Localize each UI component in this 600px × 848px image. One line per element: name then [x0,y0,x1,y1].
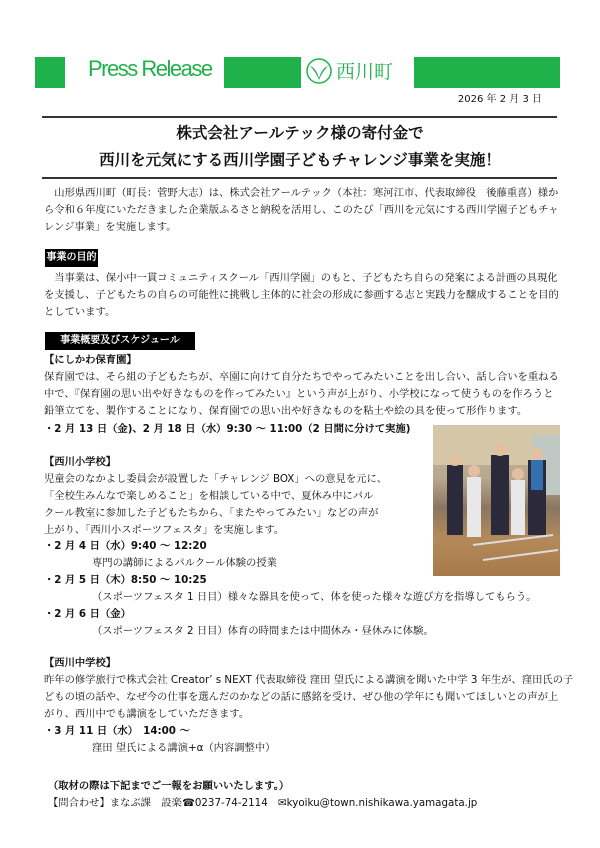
elementary-detail: （スポーツフェスタ 2 日目）体育の時間または中間休み・昼休みに体験。 [92,625,434,637]
title-line-1: 株式会社アールテック様の寄付金で [176,124,424,142]
purpose-line: 当事業は、保小中一貫コミュニティスクール「西川学園」のもと、子どもたち自らの発案による計画の具現化 [44,272,558,284]
contact-email[interactable]: ✉kyoiku@town.nishikawa.yamagata.jp [278,797,478,809]
nursery-line: 保育園では、そら組の子どもたちが、卒園に向けて自分たちでやってみたいことを出し合い、話し合いを重ねる [44,371,559,383]
elementary-line: 上がり、「西川小スポーツフェスタ」を実施します。 [44,524,285,536]
release-date: 2026 年 2 月 3 日 [457,94,542,105]
junior-line: どもの頃の話や、なぜ今の仕事を選んだのかなどの話に感銘を受け、ぜひ他の学年にも聞いてほしいとの声が上 [44,691,559,703]
title-line-2: 西川を元気にする西川学園子どもチャレンジ事業を実施！ [99,151,501,169]
header-bar-left [35,57,65,88]
press-release-label: Press Release [88,56,212,81]
purpose-heading: 事業の目的 [45,249,98,267]
elementary-detail: 専門の講師によるパルクール体験の授業 [92,557,277,569]
intro-line: ら令和６年度にいただきました企業版ふるさと納税を活用し、このたび「西川を元気にする西川学園子どもチャ [44,204,559,216]
header-bar-middle [224,57,301,88]
parkour-photo [433,425,560,576]
elementary-detail: （スポーツフェスタ 1 日目）様々な器具を使って、体を使った様々な遊び方を指導してもらう。 [92,591,537,603]
elementary-date: ・2 月 4 日（水）9:40 ～ 12:20 [44,540,207,552]
purpose-line: を支援し、子どもたちの自らの可能性に挑戦し主体的に社会の形成に参画する志と実践力を醸成することを目的 [44,289,559,301]
junior-heading: 【西川中学校】 [44,657,117,669]
intro-line: レンジ事業」を実施します。 [44,221,177,233]
nursery-line: 鉛筆立てを、製作することになり、保育園での思い出や好きなものを粘土や絵の具を使って形作ります。 [44,405,528,417]
elementary-line: 「全校生みんなで楽しめること」を相談している中で、夏休み中にパル [44,490,374,502]
nursery-line: 中で、『保育園の思い出や好きなものを作ってみたい』という声が上がり、小学校になって使うものを作ろうと [44,388,554,400]
header-bar-right [414,57,560,88]
elementary-date: ・2 月 5 日（木）8:50 ～ 10:25 [44,574,207,586]
junior-date: ・3 月 11 日（水） 14:00 ～ [44,725,190,737]
nursery-date: ・2 月 13 日（金)、2 月 18 日（水）9:30 ～ 11:00（2 日間に分けて実施) [44,423,411,435]
divider [42,116,557,118]
contact-label: 【問合わせ】まなぶ課 設楽 [48,797,182,809]
town-name: 西川町 [336,61,394,83]
divider [42,177,557,179]
junior-line: 昨年の修学旅行で株式会社 Creator’ s NEXT 代表取締役 窪田 望氏による講演を聞いた中学 3 年生が、窪田氏の子 [44,674,574,686]
junior-detail: 窪田 望氏による講演+α（内容調整中） [92,742,276,754]
nursery-heading: 【にしかわ保育園】 [44,354,137,366]
children-gym-illustration [433,425,560,576]
contact-phone: ☎0237-74-2114 [182,797,268,809]
purpose-line: としています。 [44,306,116,318]
press-note: （取材の際は下記までご一報をお願いいたします。） [48,780,290,792]
elementary-heading: 【西川小学校】 [44,456,117,468]
leaf-logo-icon [306,58,332,84]
elementary-date: ・2 月 6 日（金） [44,608,131,620]
intro-line: 山形県西川町（町長：菅野大志）は、株式会社アールテック（本社：寒河江市、代表取締役 後藤重喜）様か [44,187,559,199]
schedule-heading: 事業概要及びスケジュール [45,332,195,350]
junior-line: がり、西川中でも講演をしていただきます。 [44,708,250,720]
elementary-line: 児童会のなかよし委員会が設置した「チャレンジ BOX」への意見を元に、 [44,473,388,485]
town-logo [306,57,393,84]
elementary-line: クール教室に参加した子どもたちから、「またやってみたい」などの声が [44,507,379,519]
